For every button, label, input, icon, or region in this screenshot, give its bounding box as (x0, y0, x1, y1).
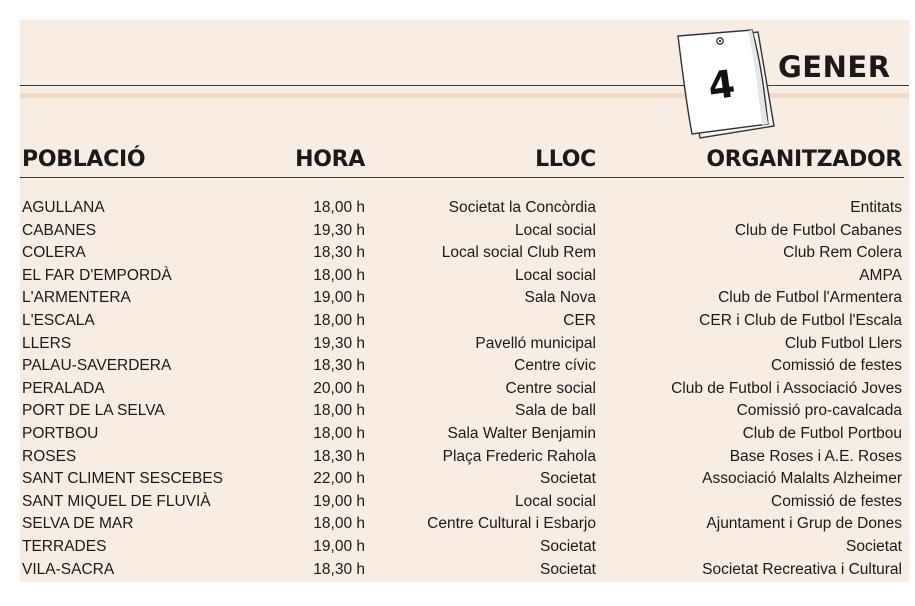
cell-hora: 18,00 h (313, 199, 365, 216)
cell-poblacio: PALAU-SAVERDERA (22, 357, 172, 375)
header-hora: HORA (295, 147, 365, 172)
cell-poblacio: LLERS (22, 334, 72, 352)
cell-poblacio: SELVA DE MAR (22, 515, 134, 533)
table-row (20, 356, 904, 379)
cell-organitzador: Base Roses i A.E. Roses (729, 447, 902, 465)
cell-hora: 19,30 h (313, 221, 365, 239)
cell-lloc: Societat la Concòrdia (448, 199, 596, 216)
table-row (20, 288, 904, 311)
table-row (20, 379, 904, 402)
cell-poblacio: L'ARMENTERA (22, 289, 131, 307)
cell-lloc: Pavelló municipal (475, 334, 596, 352)
cell-hora: 18,00 h (313, 515, 365, 533)
table-row (20, 198, 904, 221)
cell-organitzador: Entitats (850, 199, 902, 216)
table-row (20, 424, 904, 447)
cell-organitzador: Club de Futbol i Associació Joves (671, 379, 902, 397)
cell-organitzador: CER i Club de Futbol l'Escala (699, 311, 902, 329)
cell-poblacio: SANT MIQUEL DE FLUVIÀ (22, 492, 211, 510)
cell-hora: 20,00 h (313, 379, 365, 397)
cell-hora: 18,30 h (313, 447, 365, 465)
cell-organitzador: Ajuntament i Grup de Dones (706, 515, 902, 533)
cell-organitzador: Club de Futbol Portbou (742, 424, 902, 442)
cell-lloc: Local social (515, 266, 596, 284)
cell-poblacio: PERALADA (22, 379, 105, 397)
cell-lloc: Sala de ball (514, 402, 596, 420)
month-label: GENER (778, 50, 891, 84)
cell-hora: 19,00 h (313, 492, 365, 510)
cell-hora: 18,30 h (313, 244, 365, 262)
cell-lloc: Societat (539, 470, 596, 488)
cell-poblacio: L'ESCALA (22, 311, 95, 329)
cell-hora: 18,00 h (313, 266, 365, 284)
cell-organitzador: Societat Recreativa i Cultural (702, 560, 902, 578)
cell-poblacio: EL FAR D'EMPORDÀ (22, 266, 172, 284)
cell-hora: 19,00 h (313, 537, 365, 555)
table-row (20, 243, 904, 266)
cell-poblacio: TERRADES (22, 537, 107, 555)
cell-poblacio: ROSES (22, 447, 77, 465)
cell-hora: 18,00 h (313, 311, 365, 329)
cell-lloc: Centre social (505, 379, 596, 397)
cell-organitzador: Club de Futbol l'Armentera (718, 289, 902, 307)
cell-organitzador: Club Futbol Llers (784, 334, 902, 352)
header-divider (20, 177, 904, 178)
cell-organitzador: Club de Futbol Cabanes (734, 221, 902, 239)
cell-poblacio: COLERA (22, 244, 86, 262)
cell-organitzador: Associació Malalts Alzheimer (702, 470, 902, 488)
table-row (20, 334, 904, 357)
cell-lloc: Sala Nova (524, 289, 596, 307)
cell-organitzador: Club Rem Colera (783, 244, 902, 262)
cell-poblacio: SANT CLIMENT SESCEBES (22, 470, 223, 488)
cell-lloc: Local social (515, 221, 596, 239)
cell-organitzador: Comissió de festes (771, 357, 902, 375)
table-row (20, 266, 904, 289)
cell-organitzador: Comissió de festes (771, 492, 902, 510)
table-header (20, 147, 904, 175)
cell-lloc: Plaça Frederic Rahola (442, 447, 596, 465)
header-lloc: LLOC (535, 147, 596, 172)
table-body (20, 198, 904, 582)
cell-organitzador: Comissió pro-cavalcada (736, 402, 902, 420)
cell-hora: 18,30 h (313, 560, 365, 578)
cell-lloc: Local social (515, 492, 596, 510)
table-row (20, 560, 904, 583)
table-row (20, 469, 904, 492)
cell-lloc: Societat (539, 560, 596, 578)
table-row (20, 514, 904, 537)
cell-hora: 19,00 h (313, 289, 365, 307)
table-row (20, 447, 904, 470)
cell-poblacio: PORT DE LA SELVA (22, 402, 165, 420)
calendar-icon (670, 28, 780, 143)
table-row (20, 537, 904, 560)
cell-organitzador: AMPA (859, 266, 902, 284)
cell-poblacio: CABANES (22, 221, 97, 239)
cell-lloc: Sala Walter Benjamin (447, 424, 596, 442)
cell-lloc: CER (563, 311, 596, 329)
header-poblacio: POBLACIÓ (22, 147, 146, 172)
cell-hora: 18,00 h (313, 402, 365, 420)
cell-hora: 22,00 h (313, 470, 365, 488)
cell-hora: 19,30 h (313, 334, 365, 352)
table-row (20, 401, 904, 424)
cell-poblacio: VILA-SACRA (22, 560, 115, 578)
cell-poblacio: AGULLANA (22, 199, 105, 216)
cell-lloc: Local social Club Rem (441, 244, 596, 262)
table-row (20, 492, 904, 515)
cell-organitzador: Societat (845, 537, 902, 555)
cell-poblacio: PORTBOU (22, 424, 99, 442)
table-row (20, 221, 904, 244)
calendar-day: 4 (705, 61, 738, 109)
cell-lloc: Centre Cultural i Esbarjo (427, 515, 596, 533)
cell-lloc: Centre cívic (514, 357, 596, 375)
table-row (20, 311, 904, 334)
cell-lloc: Societat (539, 537, 596, 555)
cell-hora: 18,30 h (313, 357, 365, 375)
cell-hora: 18,00 h (313, 424, 365, 442)
header-organitzador: ORGANITZADOR (706, 147, 902, 172)
